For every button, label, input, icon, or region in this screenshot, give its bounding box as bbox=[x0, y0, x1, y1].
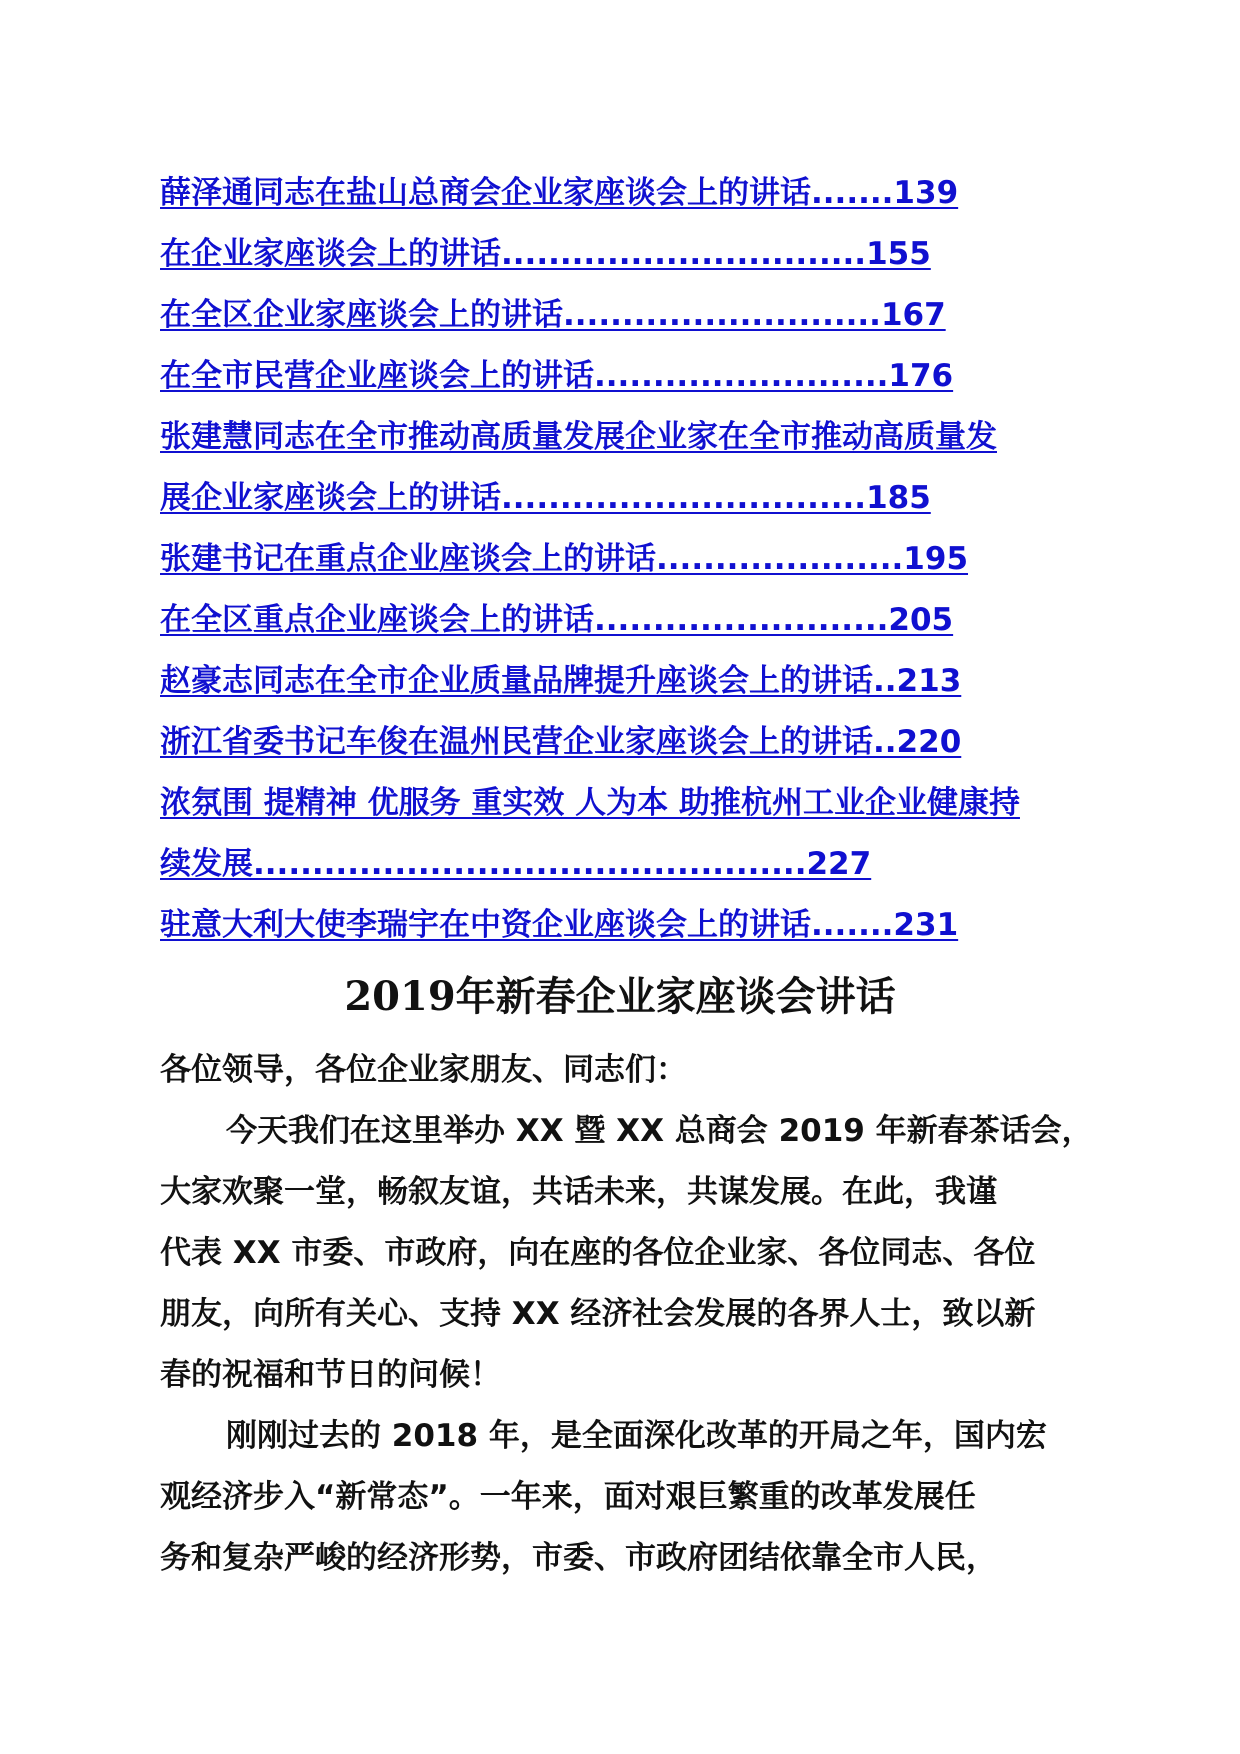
paragraph bbox=[160, 1101, 1093, 1406]
table-of-contents bbox=[160, 163, 1100, 956]
toc-link[interactable]: 赵豪志同志在全市企业质量品牌提升座谈会上的讲话..213 bbox=[160, 663, 962, 699]
toc-link[interactable]: 续发展...............................................227 bbox=[160, 846, 872, 882]
document-title: 2019年新春企业家座谈会讲话 bbox=[344, 973, 896, 1020]
text-line: 代表 XX 市委、市政府，向在座的各位企业家、各位同志、各位 bbox=[160, 1235, 1036, 1271]
text-line: 大家欢聚一堂，畅叙友谊，共话未来，共谋发展。在此，我谨 bbox=[160, 1174, 997, 1210]
paragraph bbox=[160, 1406, 1090, 1589]
toc-link[interactable]: 张建慧同志在全市推动高质量发展企业家在全市推动高质量发 bbox=[160, 419, 997, 455]
toc-link[interactable]: 浓氛围 提精神 优服务 重实效 人为本 助推杭州工业企业健康持 bbox=[160, 785, 1020, 821]
text-line: 今天我们在这里举办 XX 暨 XX 总商会 2019 年新春茶话会， bbox=[226, 1113, 1093, 1149]
text-line: 观经济步入“新常态”。一年来，面对艰巨繁重的改革发展任 bbox=[160, 1479, 976, 1515]
toc-link[interactable]: 薛泽通同志在盐山总商会企业家座谈会上的讲话.......139 bbox=[160, 175, 959, 211]
toc-link[interactable]: 在全市民营企业座谈会上的讲话.........................176 bbox=[160, 358, 954, 394]
toc-link[interactable]: 张建书记在重点企业座谈会上的讲话.....................195 bbox=[160, 541, 969, 577]
text-line: 各位领导，各位企业家朋友、同志们： bbox=[160, 1052, 687, 1088]
text-line: 春的祝福和节日的问候！ bbox=[160, 1357, 501, 1393]
toc-link[interactable]: 浙江省委书记车俊在温州民营企业家座谈会上的讲话..220 bbox=[160, 724, 962, 760]
toc-link[interactable]: 在全区企业家座谈会上的讲话...........................167 bbox=[160, 297, 946, 333]
toc-link[interactable]: 驻意大利大使李瑞宇在中资企业座谈会上的讲话.......231 bbox=[160, 907, 959, 943]
toc-link[interactable]: 展企业家座谈会上的讲话...............................185 bbox=[160, 480, 931, 516]
toc-link[interactable]: 在全区重点企业座谈会上的讲话.........................205 bbox=[160, 602, 954, 638]
text-line: 朋友，向所有关心、支持 XX 经济社会发展的各界人士，致以新 bbox=[160, 1296, 1036, 1332]
document-body bbox=[160, 1040, 1093, 1589]
toc-link[interactable]: 在企业家座谈会上的讲话...............................155 bbox=[160, 236, 931, 272]
text-line: 刚刚过去的 2018 年，是全面深化改革的开局之年，国内宏 bbox=[226, 1418, 1047, 1454]
text-line: 务和复杂严峻的经济形势，市委、市政府团结依靠全市人民， bbox=[160, 1540, 997, 1576]
salutation bbox=[160, 1040, 1090, 1101]
